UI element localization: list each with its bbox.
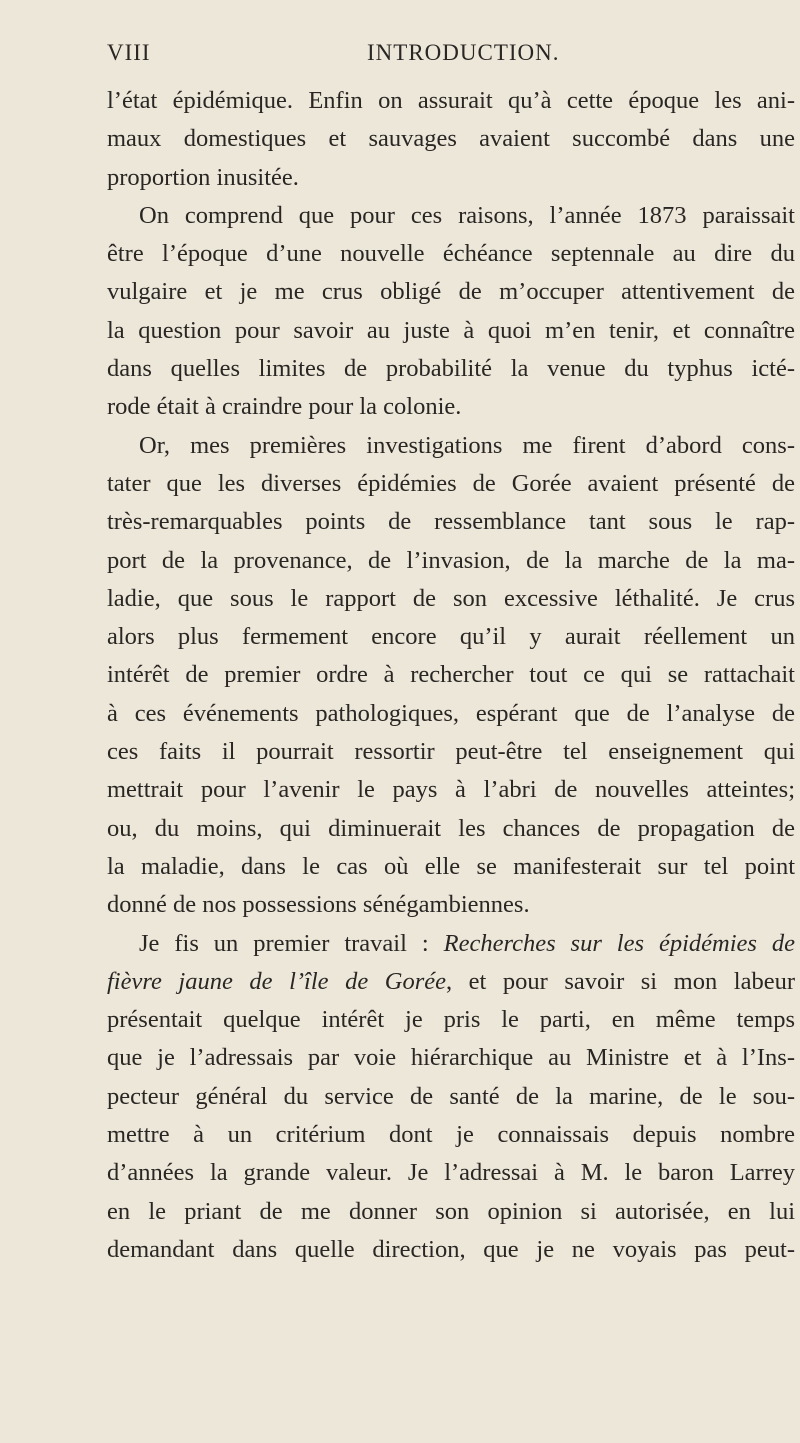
- text-line: à ces événements pathologiques, espérant que de l’analyse de: [107, 699, 795, 727]
- text-line: présentait quelque intérêt je pris le parti, en même temps: [107, 1006, 795, 1034]
- page-header: [107, 40, 780, 74]
- text-line: rode était à craindre pour la colonie.: [107, 393, 462, 421]
- text-line: port de la provenance, de l’invasion, de la marche de la ma-: [107, 546, 795, 574]
- text-line: ladie, que sous le rapport de son excessive léthalité. Je crus: [107, 584, 795, 612]
- running-title: INTRODUCTION.: [367, 40, 560, 65]
- text-line: pecteur général du service de santé de la marine, de le sou-: [107, 1082, 795, 1110]
- text-line: être l’époque d’une nouvelle échéance septennale au dire du: [107, 240, 795, 268]
- text-line: Or, mes premières investigations me firent d’abord cons-: [139, 431, 795, 459]
- text-line: l’état épidémique. Enfin on assurait qu’à cette époque les ani-: [107, 87, 795, 114]
- text-line: mettre à un critérium dont je connaissais depuis nombre: [107, 1121, 795, 1149]
- text-line: donné de nos possessions sénégambiennes.: [107, 891, 530, 919]
- text-line: [107, 963, 795, 1001]
- text-line: d’années la grande valeur. Je l’adressai à M. le baron Larrey: [107, 1159, 795, 1187]
- text-line: ces faits il pourrait ressortir peut-être tel enseignement qui: [107, 738, 795, 766]
- page-number: VIII: [107, 40, 151, 65]
- text-line: vulgaire et je me crus obligé de m’occuper attentivement de: [107, 278, 795, 306]
- text-line: tater que les diverses épidémies de Gorée avaient présenté de: [107, 469, 795, 497]
- text-line: que je l’adressais par voie hiérarchique au Ministre et à l’Ins-: [107, 1044, 795, 1072]
- text-line: ou, du moins, qui diminuerait les chances de propagation de: [107, 814, 795, 842]
- text-line: alors plus fermement encore qu’il y aurait réellement un: [107, 623, 795, 651]
- italic-title-segment: Recherches sur les épidémies de: [443, 929, 795, 957]
- text-line: très-remarquables points de ressemblance tant sous le rap-: [107, 508, 795, 536]
- text-line: intérêt de premier ordre à rechercher tout ce qui se rattachait: [107, 661, 795, 689]
- text-segment: , et pour savoir si mon labeur: [445, 967, 795, 995]
- text-line: On comprend que pour ces raisons, l’année 1873 paraissait: [139, 201, 795, 229]
- text-line: [107, 925, 795, 963]
- text-line: en le priant de me donner son opinion si autorisée, en lui: [107, 1197, 795, 1225]
- text-line: la maladie, dans le cas où elle se manifesterait sur tel point: [107, 852, 795, 880]
- body-text: [107, 82, 795, 1269]
- text-segment: Je fis un premier travail :: [139, 929, 444, 957]
- text-line: mettrait pour l’avenir le pays à l’abri de nouvelles atteintes;: [107, 776, 795, 804]
- italic-title-segment: fièvre jaune de l’île de Gorée: [107, 967, 446, 995]
- text-line: proportion inusitée.: [107, 163, 299, 191]
- text-line: dans quelles limites de probabilité la venue du typhus icté-: [107, 355, 795, 383]
- text-line: maux domestiques et sauvages avaient succombé dans une: [107, 125, 795, 153]
- text-line: demandant dans quelle direction, que je ne voyais pas peut-: [107, 1235, 795, 1263]
- text-line: la question pour savoir au juste à quoi m’en tenir, et connaître: [107, 316, 795, 344]
